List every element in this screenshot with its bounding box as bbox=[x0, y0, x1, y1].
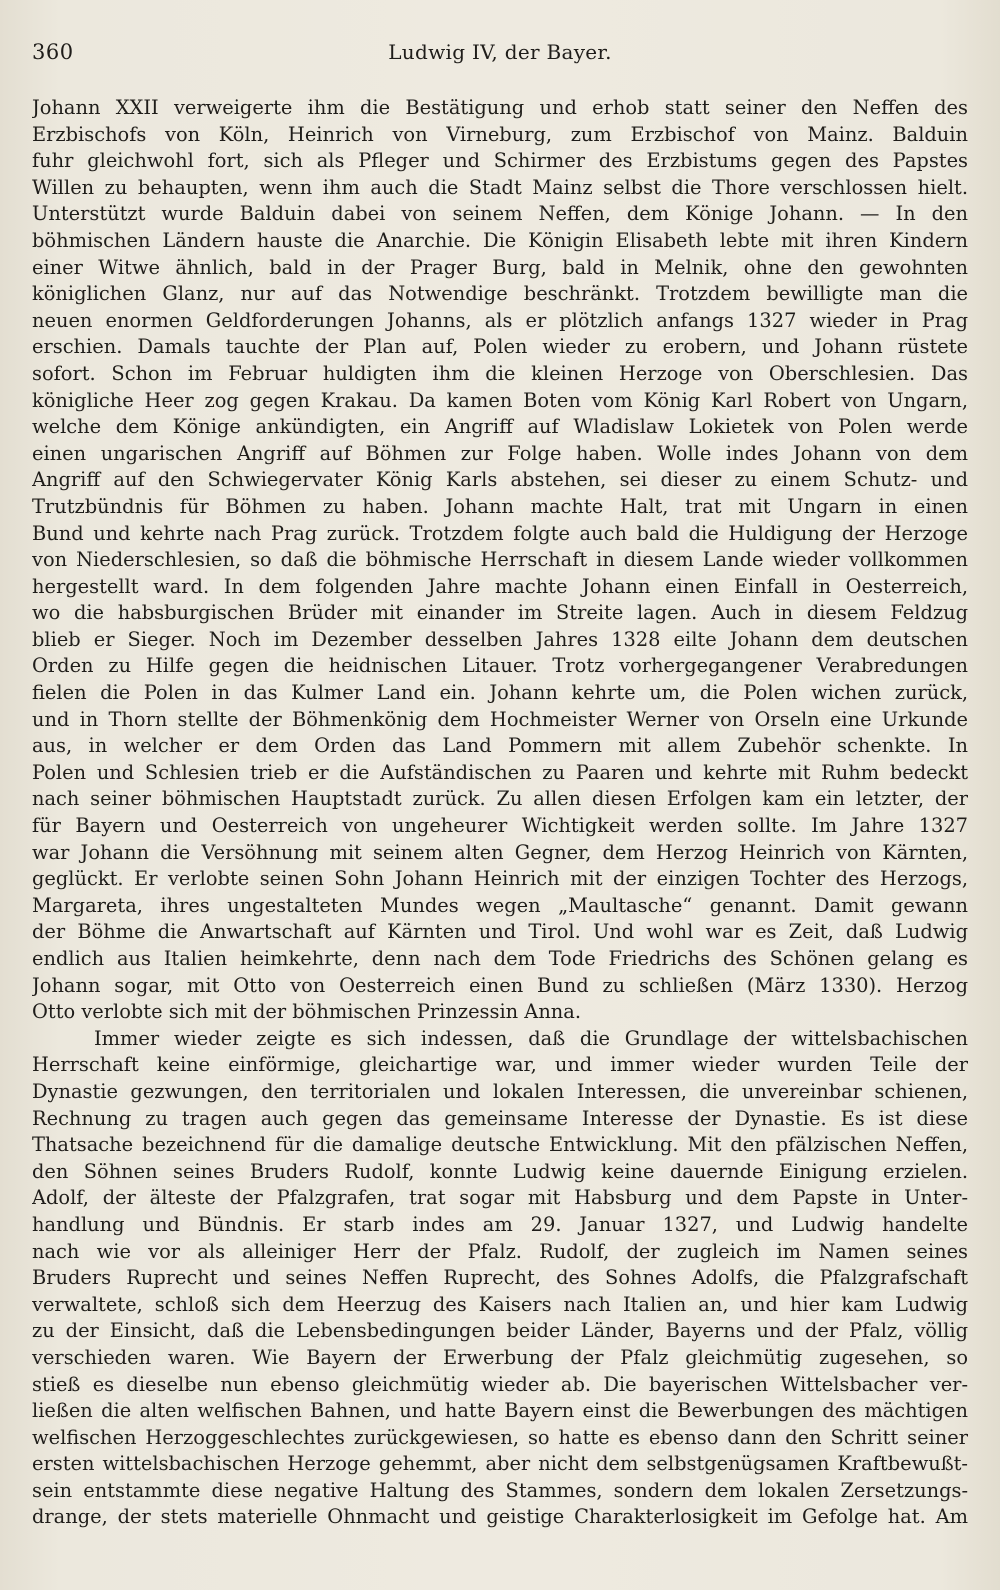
text-line: sein entstammte diese negative Haltung des Stammes, sondern dem lokalen Zersetzungs- bbox=[32, 1478, 968, 1502]
running-head: Ludwig IV, der Bayer. bbox=[388, 40, 612, 64]
text-line: Immer wieder zeigte es sich indessen, daß die Grundlage der wittelsbachischen bbox=[94, 1026, 968, 1050]
text-line: drange, der stets materielle Ohnmacht und geistige Charakterlosigkeit im Gefolge hat. Am bbox=[32, 1505, 968, 1529]
text-line: neuen enormen Geldforderungen Johanns, als er plötzlich anfangs 1327 wieder in Prag bbox=[32, 308, 968, 332]
text-line: von Niederschlesien, so daß die böhmische Herrschaft in diesem Lande wieder vollkommen bbox=[32, 548, 968, 572]
text-line: endlich aus Italien heimkehrte, denn nach dem Tode Friedrichs des Schönen gelang es bbox=[32, 947, 968, 970]
page-header bbox=[32, 40, 968, 70]
text-line: Johann sogar, mit Otto von Oesterreich einen Bund zu schließen (März 1330). Herzog bbox=[32, 973, 968, 997]
text-line: Bund und kehrte nach Prag zurück. Trotzdem folgte auch bald die Huldigung der Herzoge bbox=[32, 521, 968, 545]
text-line: Angriff auf den Schwiegervater König Karls abstehen, sei dieser zu einem Schutz- und bbox=[32, 468, 968, 492]
text-line: Trutzbündnis für Böhmen zu haben. Johann machte Halt, trat mit Ungarn in einen bbox=[32, 494, 968, 518]
text-line: handlung und Bündnis. Er starb indes am 29. Januar 1327, und Ludwig handelte bbox=[32, 1212, 968, 1236]
text-line: Orden zu Hilfe gegen die heidnischen Litauer. Trotz vorhergegangener Verabredungen bbox=[32, 654, 968, 678]
text-line: Rechnung zu tragen auch gegen das gemeinsame Interesse der Dynastie. Es ist diese bbox=[32, 1106, 968, 1130]
text-line: nach seiner böhmischen Hauptstadt zurück. Zu allen diesen Erfolgen kam ein letzter, der bbox=[32, 787, 968, 811]
text-line: Johann XXII verweigerte ihm die Bestätigung und erhob statt seiner den Neffen des bbox=[32, 96, 968, 119]
text-line: verwaltete, schloß sich dem Heerzug des Kaisers nach Italien an, und hier kam Ludwig bbox=[32, 1292, 968, 1316]
text-line: Erzbischofs von Köln, Heinrich von Virneburg, zum Erzbischof von Mainz. Balduin bbox=[32, 122, 968, 146]
text-line: der Böhme die Anwartschaft auf Kärnten und Tirol. Und wohl war es Zeit, daß Ludwig bbox=[32, 920, 968, 944]
text-line: Otto verlobte sich mit der böhmischen Prinzessin Anna. bbox=[32, 1000, 582, 1024]
text-line: war Johann die Versöhnung mit seinem alten Gegner, dem Herzog Heinrich von Kärnten, bbox=[32, 840, 968, 864]
text-line: Thatsache bezeichnend für die damalige deutsche Entwicklung. Mit den pfälzischen Neffen, bbox=[32, 1133, 968, 1157]
text-line: stieß es dieselbe nun ebenso gleichmütig wieder ab. Die bayerischen Wittelsbacher ver- bbox=[32, 1372, 968, 1396]
text-line: zu der Einsicht, daß die Lebensbedingungen beider Länder, Bayerns und der Pfalz, völlig bbox=[32, 1319, 968, 1343]
text-line: Dynastie gezwungen, den territorialen und lokalen Interessen, die unvereinbar schienen, bbox=[32, 1079, 968, 1103]
text-line: Margareta, ihres ungestalteten Mundes wegen „Maultasche“ genannt. Damit gewann bbox=[32, 893, 968, 917]
text-line: fuhr gleichwohl fort, sich als Pfleger und Schirmer des Erzbistums gegen des Papstes bbox=[32, 149, 968, 173]
text-line: welche dem Könige ankündigten, ein Angriff auf Wladislaw Lokietek von Polen werde bbox=[32, 415, 968, 439]
text-line: den Söhnen seines Bruders Rudolf, konnte Ludwig keine dauernde Einigung erzielen. bbox=[32, 1159, 968, 1183]
text-line: Polen und Schlesien trieb er die Aufständischen zu Paaren und kehrte mit Ruhm bedeckt bbox=[32, 760, 968, 784]
text-line: ersten wittelsbachischen Herzoge gehemmt, aber nicht dem selbstgenügsamen Kraftbewußt- bbox=[32, 1452, 968, 1476]
text-line: sofort. Schon im Februar huldigten ihm die kleinen Herzoge von Oberschlesien. Das bbox=[32, 361, 968, 385]
text-line: wo die habsburgischen Brüder mit einander im Streite lagen. Auch in diesem Feldzug bbox=[32, 601, 968, 625]
text-line: königliche Heer zog gegen Krakau. Da kamen Boten vom König Karl Robert von Ungarn, bbox=[32, 388, 968, 412]
body-text bbox=[32, 95, 968, 1531]
text-line: erschien. Damals tauchte der Plan auf, Polen wieder zu erobern, und Johann rüstete bbox=[32, 335, 968, 359]
text-line: ließen die alten welfischen Bahnen, und hatte Bayern einst die Bewerbungen des mächtigen bbox=[32, 1399, 968, 1423]
text-line: einen ungarischen Angriff auf Böhmen zur Folge haben. Wolle indes Johann von dem bbox=[32, 441, 968, 465]
text-line: Bruders Ruprecht und seines Neffen Ruprecht, des Sohnes Adolfs, die Pfalzgrafschaft bbox=[32, 1266, 968, 1290]
text-line: hergestellt ward. In dem folgenden Jahre machte Johann einen Einfall in Oesterreich, bbox=[32, 574, 968, 598]
page-number: 360 bbox=[32, 40, 74, 64]
text-line: geglückt. Er verlobte seinen Sohn Johann Heinrich mit der einzigen Tochter des Herzogs, bbox=[32, 867, 968, 891]
text-line: blieb er Sieger. Noch im Dezember desselben Jahres 1328 eilte Johann dem deutschen bbox=[32, 627, 968, 651]
text-line: Adolf, der älteste der Pfalzgrafen, trat sogar mit Habsburg und dem Papste in Unter- bbox=[32, 1186, 968, 1210]
text-line: Herrschaft keine einförmige, gleichartige war, und immer wieder wurden Teile der bbox=[32, 1053, 968, 1077]
text-line: und in Thorn stellte der Böhmenkönig dem Hochmeister Werner von Orseln eine Urkunde bbox=[32, 707, 968, 731]
text-line: verschieden waren. Wie Bayern der Erwerbung der Pfalz gleichmütig zugesehen, so bbox=[32, 1345, 968, 1369]
text-line: böhmischen Ländern hauste die Anarchie. Die Königin Elisabeth lebte mit ihren Kindern bbox=[32, 228, 968, 252]
text-line: Unterstützt wurde Balduin dabei von seinem Neffen, dem Könige Johann. — In den bbox=[32, 202, 968, 226]
text-line: Willen zu behaupten, wenn ihm auch die Stadt Mainz selbst die Thore verschlossen hielt. bbox=[32, 175, 968, 199]
text-line: einer Witwe ähnlich, bald in der Prager Burg, bald in Melnik, ohne den gewohnten bbox=[32, 255, 968, 279]
text-line: aus, in welcher er dem Orden das Land Pommern mit allem Zubehör schenkte. In bbox=[32, 734, 968, 758]
text-line: fielen die Polen in das Kulmer Land ein. Johann kehrte um, die Polen wichen zurück, bbox=[32, 681, 968, 705]
text-line: welfischen Herzoggeschlechtes zurückgewiesen, so hatte es ebenso dann den Schritt seiner bbox=[32, 1425, 968, 1449]
text-line: für Bayern und Oesterreich von ungeheurer Wichtigkeit werden sollte. Im Jahre 1327 bbox=[32, 814, 968, 838]
text-line: nach wie vor als alleiniger Herr der Pfalz. Rudolf, der zugleich im Namen seines bbox=[32, 1239, 968, 1263]
text-line: königlichen Glanz, nur auf das Notwendige beschränkt. Trotzdem bewilligte man die bbox=[32, 282, 968, 306]
